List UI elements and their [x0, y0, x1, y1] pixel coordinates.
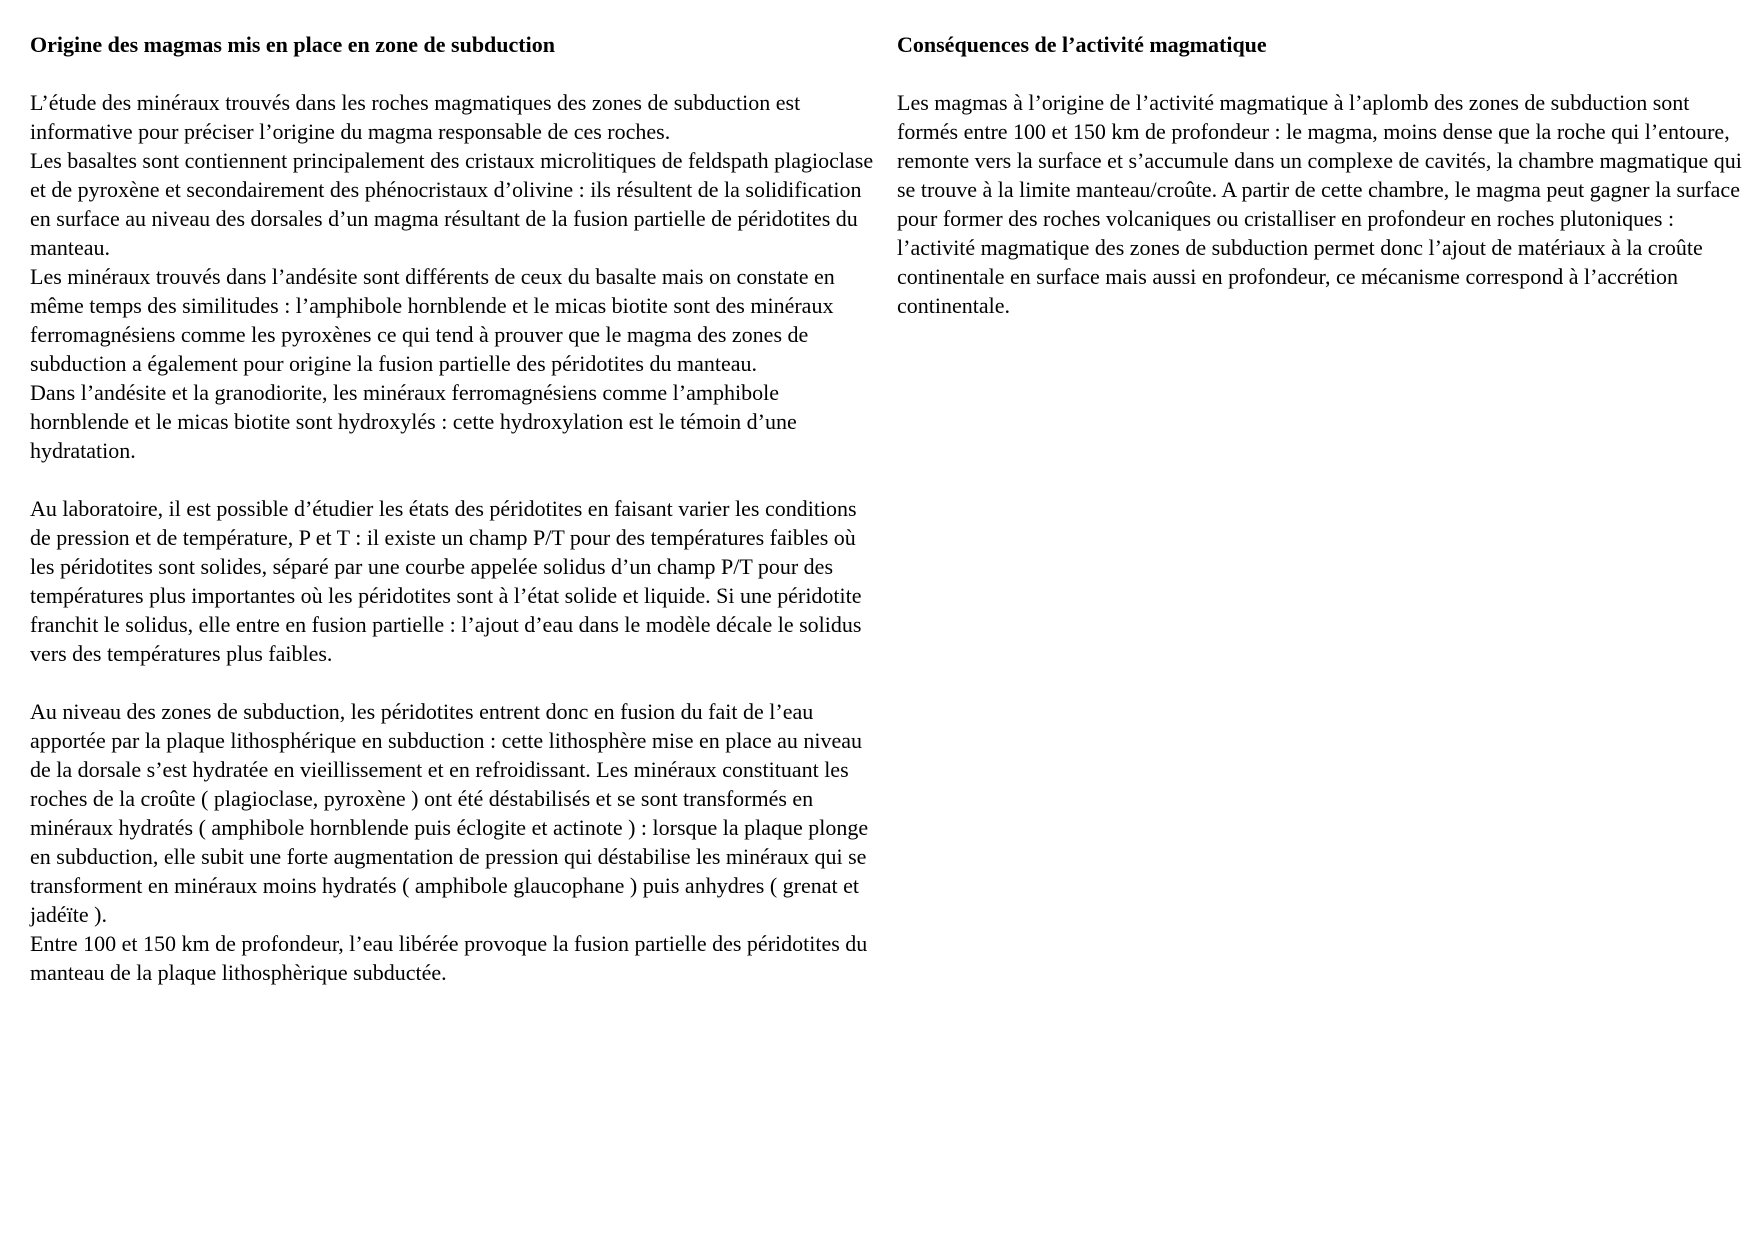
- paragraph-subduction-fusion: Au niveau des zones de subduction, les péridotites entrent donc en fusion du fait de l’eau apportée par la plaque lithosphérique en subduction : cette lithosphère mise en place au niveau de la dorsale s’est hydratée en vieillissement et en refroidissant. Les minéraux constituant les roches de la croûte ( plagioclase, pyroxène ) ont été déstabilisés et se sont transformés en minéraux hydratés ( amphibole hornblende puis éclogite et actinote ) : lorsque la plaque plonge en subduction, elle subit une forte augmentation de pression qui déstabilise les minéraux qui se transforment en minéraux moins hydratés ( amphibole glaucophane ) puis anhydres ( grenat et jadéïte ).: [30, 699, 869, 927]
- paragraph-hydroxylation: Dans l’andésite et la granodiorite, les minéraux ferromagnésiens comme l’amphibole hornblende et le micas biotite sont hydroxylés : cette hydroxylation est le témoin d’une hydratation.: [30, 380, 797, 463]
- paragraph-spacer: [30, 465, 875, 494]
- paragraph-andesite-minerals: Les minéraux trouvés dans l’andésite sont différents de ceux du basalte mais on constate en même temps des similitudes : l’amphibole hornblende et le micas biotite sont des minéraux ferromagnésiens comme les pyroxènes ce qui tend à prouver que le magma des zones de subduction a également pour origine la fusion partielle des péridotites du manteau.: [30, 264, 835, 376]
- paragraph-depth: Entre 100 et 150 km de profondeur, l’eau libérée provoque la fusion partielle des péridotites du manteau de la plaque lithosphèrique subductée.: [30, 931, 868, 985]
- paragraph-mineral-study: L’étude des minéraux trouvés dans les roches magmatiques des zones de subduction est informative pour préciser l’origine du magma responsable de ces roches.: [30, 90, 801, 144]
- left-heading: Origine des magmas mis en place en zone de subduction: [30, 32, 555, 57]
- paragraph-consequences: Les magmas à l’origine de l’activité magmatique à l’aplomb des zones de subduction sont formés entre 100 et 150 km de profondeur : le magma, moins dense que la roche qui l’entoure, remonte vers la surface et s’accumule dans un complexe de cavités, la chambre magmatique qui se trouve à la limite manteau/croûte. A partir de cette chambre, le magma peut gagner la surface pour former des roches volcaniques ou cristalliser en profondeur en roches plutoniques : l’activité magmatique des zones de subduction permet donc l’ajout de matériaux à la croûte continentale en surface mais aussi en profondeur, ce mécanisme correspond à l’accrétion continentale.: [897, 90, 1742, 318]
- right-column: [897, 30, 1742, 320]
- paragraph-basalts: Les basaltes sont contiennent principalement des cristaux microlitiques de feldspath plagioclase et de pyroxène et secondairement des phénocristaux d’olivine : ils résultent de la solidification en surface au niveau des dorsales d’un magma résultant de la fusion partielle de péridotites du manteau.: [30, 148, 874, 260]
- left-column: [30, 30, 875, 987]
- paragraph-laboratory: Au laboratoire, il est possible d’étudier les états des péridotites en faisant varier les conditions de pression et de température, P et T : il existe un champ P/T pour des températures faibles où les péridotites sont solides, séparé par une courbe appelée solidus d’un champ P/T pour des températures plus importantes où les péridotites sont à l’état solide et liquide. Si une péridotite franchit le solidus, elle entre en fusion partielle : l’ajout d’eau dans le modèle décale le solidus vers des températures plus faibles.: [30, 496, 862, 666]
- right-heading: Conséquences de l’activité magmatique: [897, 32, 1267, 57]
- paragraph-spacer: [30, 668, 875, 697]
